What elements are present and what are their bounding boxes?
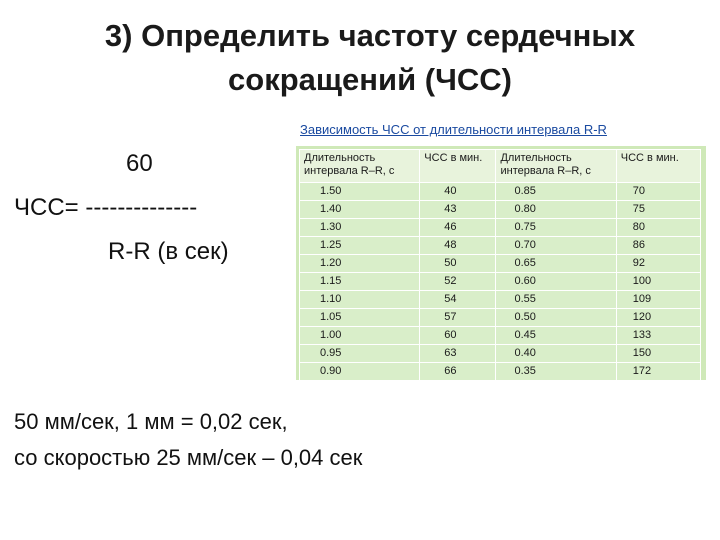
table-header-row (300, 150, 701, 183)
table-cell: 57 (420, 309, 496, 327)
table-cell: 1.10 (300, 291, 420, 309)
table-cell: 86 (616, 237, 700, 255)
header-rr-2: Длительность интервала R–R, с (496, 150, 616, 183)
table-cell: 1.40 (300, 201, 420, 219)
speed-note-2: со скоростью 25 мм/сек – 0,04 сек (14, 445, 363, 470)
table-cell: 133 (616, 327, 700, 345)
header-hr-2: ЧСС в мин. (616, 150, 700, 183)
formula-fraction-line: ЧСС= -------------- (14, 194, 198, 221)
table-cell: 0.65 (496, 255, 616, 273)
table-cell: 75 (616, 201, 700, 219)
page-title (40, 14, 700, 102)
table-cell: 70 (616, 183, 700, 201)
table-cell: 0.45 (496, 327, 616, 345)
table-cell: 48 (420, 237, 496, 255)
table-cell: 1.25 (300, 237, 420, 255)
table-cell: 0.75 (496, 219, 616, 237)
table-cell: 0.55 (496, 291, 616, 309)
title-line-1: 3) Определить частоту сердечных (104, 18, 636, 53)
formula-denominator: R-R (в сек) (108, 238, 229, 265)
table-cell: 63 (420, 345, 496, 363)
table-cell: 46 (420, 219, 496, 237)
table-row (300, 327, 701, 345)
table-cell: 0.50 (496, 309, 616, 327)
table-cell: 120 (616, 309, 700, 327)
table-row (300, 291, 701, 309)
hr-table (299, 149, 701, 381)
table-cell: 0.95 (300, 345, 420, 363)
speed-notes (14, 404, 362, 476)
table-row (300, 345, 701, 363)
table-row (300, 183, 701, 201)
header-rr-1: Длительность интервала R–R, с (300, 150, 420, 183)
table-row (300, 237, 701, 255)
table-cell: 0.60 (496, 273, 616, 291)
table-cell: 109 (616, 291, 700, 309)
table-cell: 0.85 (496, 183, 616, 201)
table-cell: 1.30 (300, 219, 420, 237)
formula-numerator: 60 (126, 150, 153, 177)
table-cell: 50 (420, 255, 496, 273)
table-cell: 1.05 (300, 309, 420, 327)
table-cell: 0.80 (496, 201, 616, 219)
speed-note-1: 50 мм/сек, 1 мм = 0,02 сек, (14, 409, 288, 434)
table-cell: 1.00 (300, 327, 420, 345)
table-row (300, 363, 701, 381)
table-cell: 1.20 (300, 255, 420, 273)
hr-table-panel (296, 146, 706, 380)
table-cell: 150 (616, 345, 700, 363)
table-cell: 66 (420, 363, 496, 381)
table-caption: Зависимость ЧСС от длительности интервала R-R (300, 122, 607, 137)
table-row (300, 255, 701, 273)
table-cell: 0.35 (496, 363, 616, 381)
table-cell: 0.70 (496, 237, 616, 255)
table-row (300, 273, 701, 291)
table-cell: 172 (616, 363, 700, 381)
table-row (300, 309, 701, 327)
table-cell: 92 (616, 255, 700, 273)
table-cell: 100 (616, 273, 700, 291)
table-row (300, 201, 701, 219)
table-cell: 0.40 (496, 345, 616, 363)
title-line-2: сокращений (ЧСС) (228, 62, 512, 97)
table-cell: 43 (420, 201, 496, 219)
table-cell: 40 (420, 183, 496, 201)
header-hr-1: ЧСС в мин. (420, 150, 496, 183)
table-cell: 1.50 (300, 183, 420, 201)
table-cell: 54 (420, 291, 496, 309)
table-cell: 1.15 (300, 273, 420, 291)
table-cell: 80 (616, 219, 700, 237)
table-cell: 52 (420, 273, 496, 291)
table-cell: 60 (420, 327, 496, 345)
table-row (300, 219, 701, 237)
table-cell: 0.90 (300, 363, 420, 381)
